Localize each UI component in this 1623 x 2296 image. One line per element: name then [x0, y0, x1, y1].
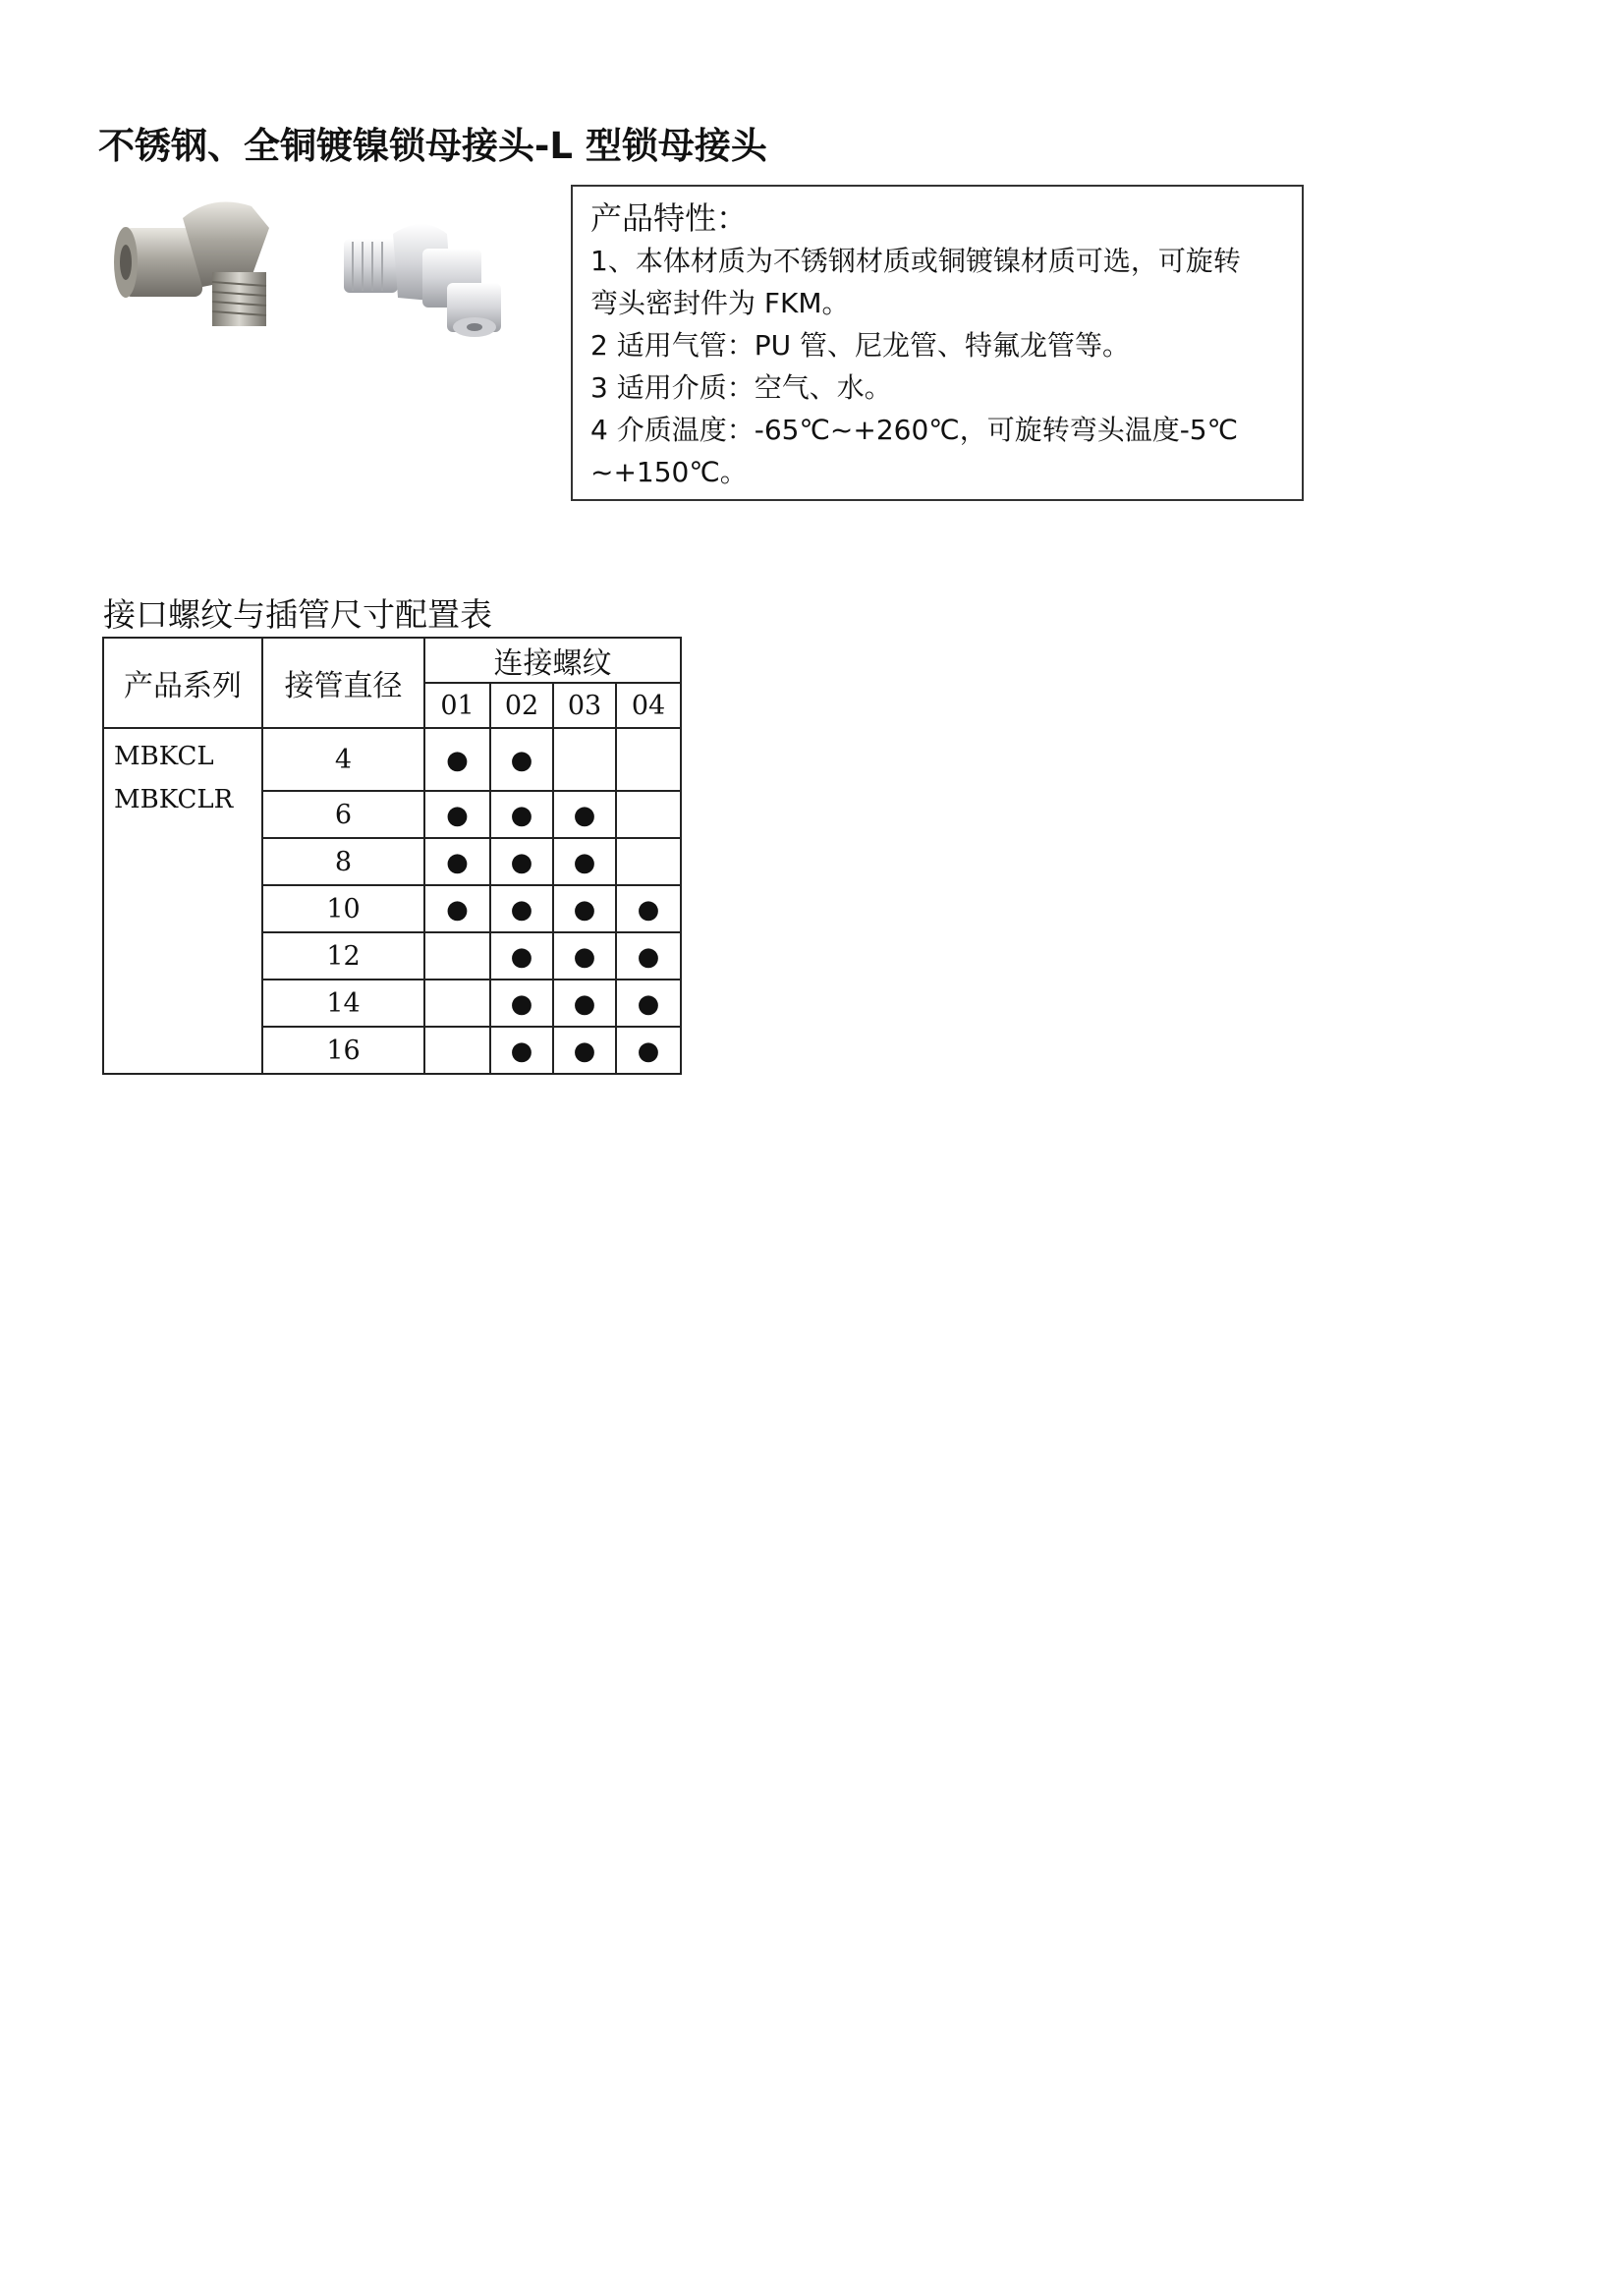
thread-availability-cell	[553, 728, 616, 791]
feature-line: 3 适用介质：空气、水。	[590, 371, 892, 404]
thread-availability-cell	[616, 728, 681, 791]
thread-availability-cell	[616, 980, 681, 1027]
thread-availability-cell	[553, 980, 616, 1027]
thread-availability-cell	[553, 1027, 616, 1074]
header-thread: 连接螺纹	[424, 638, 681, 683]
thread-availability-cell	[490, 791, 553, 838]
thread-availability-cell	[553, 932, 616, 980]
header-thread-code: 02	[490, 683, 553, 728]
features-heading: 产品特性：	[590, 199, 749, 237]
elbow-fitting-photo-brass	[104, 189, 291, 346]
thread-availability-cell	[490, 1027, 553, 1074]
thread-availability-cell	[553, 838, 616, 885]
diameter-cell: 4	[262, 728, 424, 791]
header-diameter: 接管直径	[262, 638, 424, 728]
thread-availability-cell	[616, 838, 681, 885]
thread-availability-cell	[424, 885, 490, 932]
thread-availability-cell	[616, 932, 681, 980]
available-dot: ●	[510, 800, 533, 830]
diameter-cell: 12	[262, 932, 424, 980]
thread-availability-cell	[424, 791, 490, 838]
header-series: 产品系列	[103, 638, 262, 728]
diameter-cell: 16	[262, 1027, 424, 1074]
thread-availability-cell	[490, 980, 553, 1027]
available-dot: ●	[637, 894, 660, 924]
available-dot: ●	[510, 894, 533, 924]
thread-availability-cell	[553, 791, 616, 838]
diameter-cell: 8	[262, 838, 424, 885]
series-name: MBKCLR	[114, 785, 234, 814]
available-dot: ●	[573, 941, 596, 972]
available-dot: ●	[637, 941, 660, 972]
diameter-cell: 6	[262, 791, 424, 838]
thread-availability-cell	[424, 1027, 490, 1074]
available-dot: ●	[510, 941, 533, 972]
thread-availability-cell	[490, 885, 553, 932]
available-dot: ●	[573, 894, 596, 924]
series-name: MBKCL	[114, 742, 214, 771]
series-cell	[103, 728, 262, 1074]
available-dot: ●	[446, 894, 469, 924]
available-dot: ●	[446, 745, 469, 775]
available-dot: ●	[637, 1036, 660, 1066]
available-dot: ●	[637, 988, 660, 1019]
elbow-fitting-photo-stainless	[339, 195, 526, 342]
thread-availability-cell	[424, 728, 490, 791]
available-dot: ●	[510, 847, 533, 877]
diameter-cell: 10	[262, 885, 424, 932]
page-title: 不锈钢、全铜镀镍锁母接头-L 型锁母接头	[98, 125, 767, 167]
header-thread-code: 01	[424, 683, 490, 728]
available-dot: ●	[510, 988, 533, 1019]
header-thread-code: 04	[616, 683, 681, 728]
thread-availability-cell	[553, 885, 616, 932]
thread-availability-cell	[616, 1027, 681, 1074]
thread-availability-cell	[616, 885, 681, 932]
config-table-title: 接口螺纹与插管尺寸配置表	[103, 595, 492, 634]
available-dot: ●	[446, 847, 469, 877]
available-dot: ●	[510, 1036, 533, 1066]
available-dot: ●	[573, 847, 596, 877]
feature-line: ~+150℃。	[590, 456, 748, 488]
thread-availability-cell	[424, 980, 490, 1027]
available-dot: ●	[573, 1036, 596, 1066]
available-dot: ●	[573, 988, 596, 1019]
feature-line: 弯头密封件为 FKM。	[590, 287, 850, 319]
available-dot: ●	[510, 745, 533, 775]
feature-line: 1、本体材质为不锈钢材质或铜镀镍材质可选，可旋转	[590, 245, 1241, 277]
available-dot: ●	[573, 800, 596, 830]
feature-line: 4 介质温度：-65℃~+260℃，可旋转弯头温度-5℃	[590, 414, 1239, 446]
thread-availability-cell	[490, 728, 553, 791]
header-thread-code: 03	[553, 683, 616, 728]
thread-availability-cell	[424, 838, 490, 885]
thread-availability-cell	[490, 932, 553, 980]
thread-availability-cell	[490, 838, 553, 885]
config-table	[102, 637, 682, 1075]
table-row	[103, 728, 681, 791]
available-dot: ●	[446, 800, 469, 830]
feature-line: 2 适用气管：PU 管、尼龙管、特氟龙管等。	[590, 329, 1130, 362]
diameter-cell: 14	[262, 980, 424, 1027]
thread-availability-cell	[616, 791, 681, 838]
product-features-box	[571, 185, 1304, 501]
thread-availability-cell	[424, 932, 490, 980]
